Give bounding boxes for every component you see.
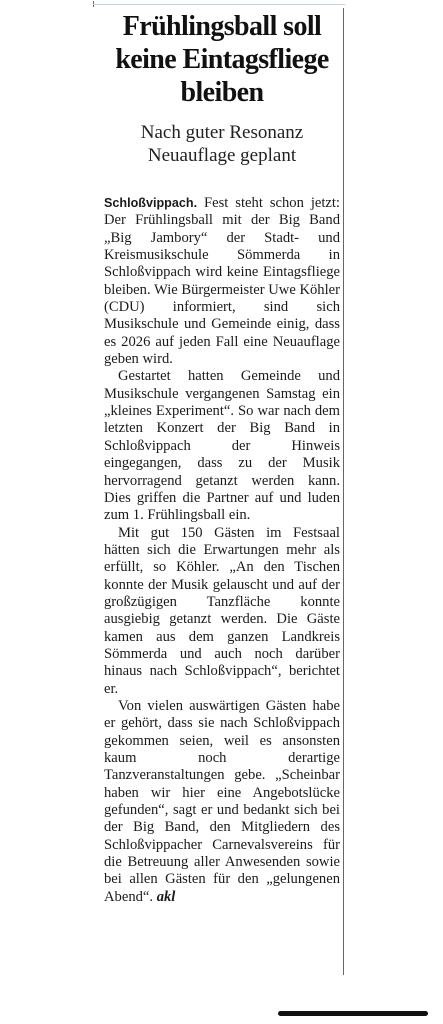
- headline: Frühlingsball soll keine Eintagsfliege bleiben: [115, 11, 329, 108]
- home-indicator[interactable]: [278, 1011, 428, 1016]
- paragraph-1: [104, 195, 340, 368]
- author-initials: akl: [156, 888, 176, 905]
- top-rule: [93, 4, 345, 5]
- subheadline: Nach guter Resonanz Neuauflage geplant: [140, 122, 304, 166]
- paragraph-4: [104, 698, 340, 906]
- newspaper-clipping: [104, 10, 340, 906]
- paragraph-3: Mit gut 150 Gästen im Festsaal hätten sich die Erwartungen mehr als erfüllt, so Köhler. „An den Tischen konnte der Musik gelauscht und auf der großzügigen Tanzfläche konnte ausgiebig getanzt werden. Die Gäste kamen aus dem ganzen Landkreis Sömmerda und auch noch darüber hinaus nach Schloßvippach“, berichtet er.: [104, 524, 340, 697]
- article-body: [104, 195, 340, 906]
- paragraph-1-text: Fest steht schon jetzt: Der Frühlingsball mit der Big Band „Big Jambory“ der Stadt- und Kreismusikschule Sömmerda in Schloßvippach wird keine Eintagsfliege bleiben. Wie Bürgermeister Uwe Köhler (CDU) informiert, sind sich Musikschule und Gemeinde einig, dass es 2026 auf jeden Fall eine Neuauflage geben wird.: [104, 195, 340, 368]
- column-divider: [343, 8, 344, 975]
- paragraph-4-text: Von vielen auswärtigen Gästen habe er gehört, dass sie nach Schloßvippach gekommen seien, weil es ansonsten kaum noch derartige Tanzveranstaltungen gebe. „Scheinbar haben wir hier eine Angebotslücke gefunden“, sagt er und bedankt sich bei der Big Band, den Mitgliedern des Schloßvippacher Carnevalsvereins für die Betreuung aller Anwesenden sowie bei allen Gästen für den „gelungenen Abend“.: [104, 697, 340, 905]
- dateline: Schloßvippach.: [104, 196, 198, 210]
- paragraph-2: Gestartet hatten Gemeinde und Musikschule vergangenen Samstag ein „kleines Experiment“. So war nach dem letzten Konzert der Big Band in Schloßvippach der Hinweis eingegangen, dass zu der Musik hervorragend getanzt werden kann. Dies griffen die Partner auf und luden zum 1. Frühlingsball ein.: [104, 368, 340, 524]
